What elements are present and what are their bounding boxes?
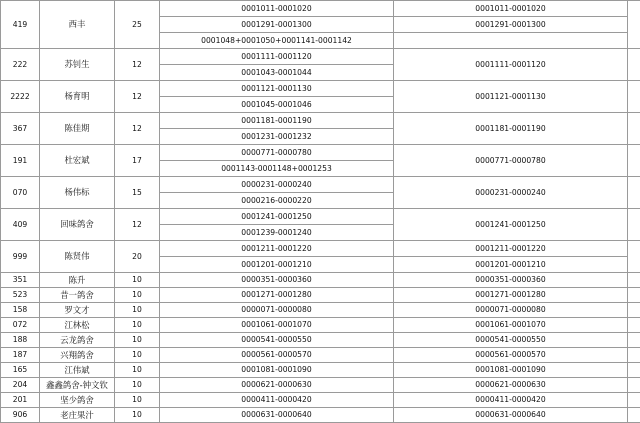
member-id-cell: 419 [1,1,40,49]
summary-range-cell: 0000561-0000570 [394,348,628,363]
member-name-cell: 江林松 [40,318,115,333]
blank-cell [628,303,640,318]
table-row [1,393,640,408]
member-id-cell: 201 [1,393,40,408]
member-name-cell: 罗文才 [40,303,115,318]
ring-range-cell: 0000411-0000420 [160,393,394,408]
table-row [1,288,640,303]
ring-range-cell: 0000231-0000240 [160,177,394,193]
member-name-cell: 坚少鸽舍 [40,393,115,408]
table-row [1,273,640,288]
summary-range-cell: 0000411-0000420 [394,393,628,408]
member-id-cell: 523 [1,288,40,303]
ring-range-cell: 0001211-0001220 [160,241,394,257]
ring-count-cell: 10 [115,318,160,333]
table-row [1,408,640,423]
ring-range-cell: 0000351-0000360 [160,273,394,288]
member-name-cell: 老庄果汁 [40,408,115,423]
ring-range-cell: 0000541-0000550 [160,333,394,348]
ring-count-cell: 17 [115,145,160,177]
summary-range-cell: 0001181-0001190 [394,113,628,145]
ring-range-cell: 0000216-0000220 [160,193,394,209]
ring-range-cell: 0001045-0001046 [160,97,394,113]
summary-range-cell: 0001121-0001130 [394,81,628,113]
ring-range-cell: 0001081-0001090 [160,363,394,378]
ring-range-cell: 0001201-0001210 [160,257,394,273]
ring-range-cell: 0001181-0001190 [160,113,394,129]
ring-range-cell: 0000621-0000630 [160,378,394,393]
ring-range-cell: 0001111-0001120 [160,49,394,65]
member-id-cell: 204 [1,378,40,393]
ring-count-cell: 10 [115,348,160,363]
table-body [1,1,640,423]
blank-cell [628,288,640,303]
member-id-cell: 165 [1,363,40,378]
member-id-cell: 158 [1,303,40,318]
blank-cell [628,408,640,423]
summary-range-cell: 0001291-0001300 [394,17,628,33]
ring-range-cell: 0001061-0001070 [160,318,394,333]
blank-cell [628,273,640,288]
blank-cell [628,113,640,145]
member-name-cell: 鑫鑫鸽舍-钟文钦 [40,378,115,393]
member-id-cell: 351 [1,273,40,288]
member-name-cell: 云龙鸽舍 [40,333,115,348]
blank-cell [628,333,640,348]
member-id-cell: 906 [1,408,40,423]
ring-count-cell: 12 [115,209,160,241]
ring-count-cell: 15 [115,177,160,209]
ring-range-cell: 0001241-0001250 [160,209,394,225]
ring-count-cell: 10 [115,333,160,348]
ring-range-cell: 0001239-0001240 [160,225,394,241]
ring-range-cell: 0001231-0001232 [160,129,394,145]
blank-cell [628,145,640,177]
ring-range-cell: 0000561-0000570 [160,348,394,363]
member-id-cell: 367 [1,113,40,145]
table-row [1,303,640,318]
member-name-cell: 昔一鸽舍 [40,288,115,303]
summary-range-cell: 0000541-0000550 [394,333,628,348]
ring-count-cell: 12 [115,113,160,145]
member-name-cell: 陈升 [40,273,115,288]
summary-range-cell: 0000631-0000640 [394,408,628,423]
member-id-cell: 222 [1,49,40,81]
blank-cell [628,209,640,241]
table-row [1,113,640,129]
ring-count-cell: 10 [115,363,160,378]
member-id-cell: 2222 [1,81,40,113]
blank-cell [628,49,640,81]
blank-cell [628,363,640,378]
ring-count-cell: 10 [115,393,160,408]
member-id-cell: 187 [1,348,40,363]
member-id-cell: 188 [1,333,40,348]
ring-count-cell: 12 [115,49,160,81]
ring-range-cell: 0001271-0001280 [160,288,394,303]
summary-range-cell: 0001111-0001120 [394,49,628,81]
member-id-cell: 999 [1,241,40,273]
table-row [1,1,640,17]
table-row [1,81,640,97]
member-name-cell: 江伟斌 [40,363,115,378]
summary-range-cell: 0001011-0001020 [394,1,628,17]
ring-range-cell: 0000631-0000640 [160,408,394,423]
ring-count-cell: 10 [115,408,160,423]
ring-count-cell: 10 [115,303,160,318]
ring-range-cell: 0001291-0001300 [160,17,394,33]
table-row [1,378,640,393]
member-name-cell: 陈佳期 [40,113,115,145]
table-row [1,177,640,193]
member-id-cell: 072 [1,318,40,333]
table-row [1,145,640,161]
ring-count-cell: 10 [115,378,160,393]
table-row [1,363,640,378]
summary-range-cell [394,33,628,49]
ring-range-cell: 0001143-0001148+0001253 [160,161,394,177]
member-name-cell: 杨伟标 [40,177,115,209]
ring-range-cell: 0000071-0000080 [160,303,394,318]
table-row [1,318,640,333]
member-name-cell: 杨育明 [40,81,115,113]
member-name-cell: 西丰 [40,1,115,49]
table-row [1,49,640,65]
blank-cell [628,177,640,209]
ring-range-cell: 0001011-0001020 [160,1,394,17]
member-name-cell: 兴翔鸽舍 [40,348,115,363]
table-row [1,348,640,363]
member-name-cell: 回味鸽舍 [40,209,115,241]
member-name-cell: 苏钊生 [40,49,115,81]
summary-range-cell: 0000771-0000780 [394,145,628,177]
member-id-cell: 409 [1,209,40,241]
table-row [1,241,640,257]
ring-count-cell: 20 [115,241,160,273]
blank-cell [628,241,640,273]
summary-range-cell: 0001201-0001210 [394,257,628,273]
blank-cell [628,1,640,49]
blank-cell [628,318,640,333]
table-row [1,209,640,225]
ring-count-cell: 12 [115,81,160,113]
summary-range-cell: 0000231-0000240 [394,177,628,209]
ring-count-cell: 25 [115,1,160,49]
ring-count-cell: 10 [115,273,160,288]
member-id-cell: 070 [1,177,40,209]
summary-range-cell: 0000351-0000360 [394,273,628,288]
summary-range-cell: 0001271-0001280 [394,288,628,303]
summary-range-cell: 0000621-0000630 [394,378,628,393]
ring-range-cell: 0001043-0001044 [160,65,394,81]
blank-cell [628,348,640,363]
summary-range-cell: 0000071-0000080 [394,303,628,318]
summary-range-cell: 0001081-0001090 [394,363,628,378]
summary-range-cell: 0001211-0001220 [394,241,628,257]
member-name-cell: 杜宏斌 [40,145,115,177]
blank-cell [628,393,640,408]
summary-range-cell: 0001061-0001070 [394,318,628,333]
summary-range-cell: 0001241-0001250 [394,209,628,241]
member-name-cell: 陈贤伟 [40,241,115,273]
blank-cell [628,378,640,393]
ring-range-cell: 0000771-0000780 [160,145,394,161]
ring-count-cell: 10 [115,288,160,303]
ring-range-cell: 0001048+0001050+0001141-0001142 [160,33,394,49]
table-row [1,333,640,348]
member-id-cell: 191 [1,145,40,177]
ring-range-cell: 0001121-0001130 [160,81,394,97]
blank-cell [628,81,640,113]
